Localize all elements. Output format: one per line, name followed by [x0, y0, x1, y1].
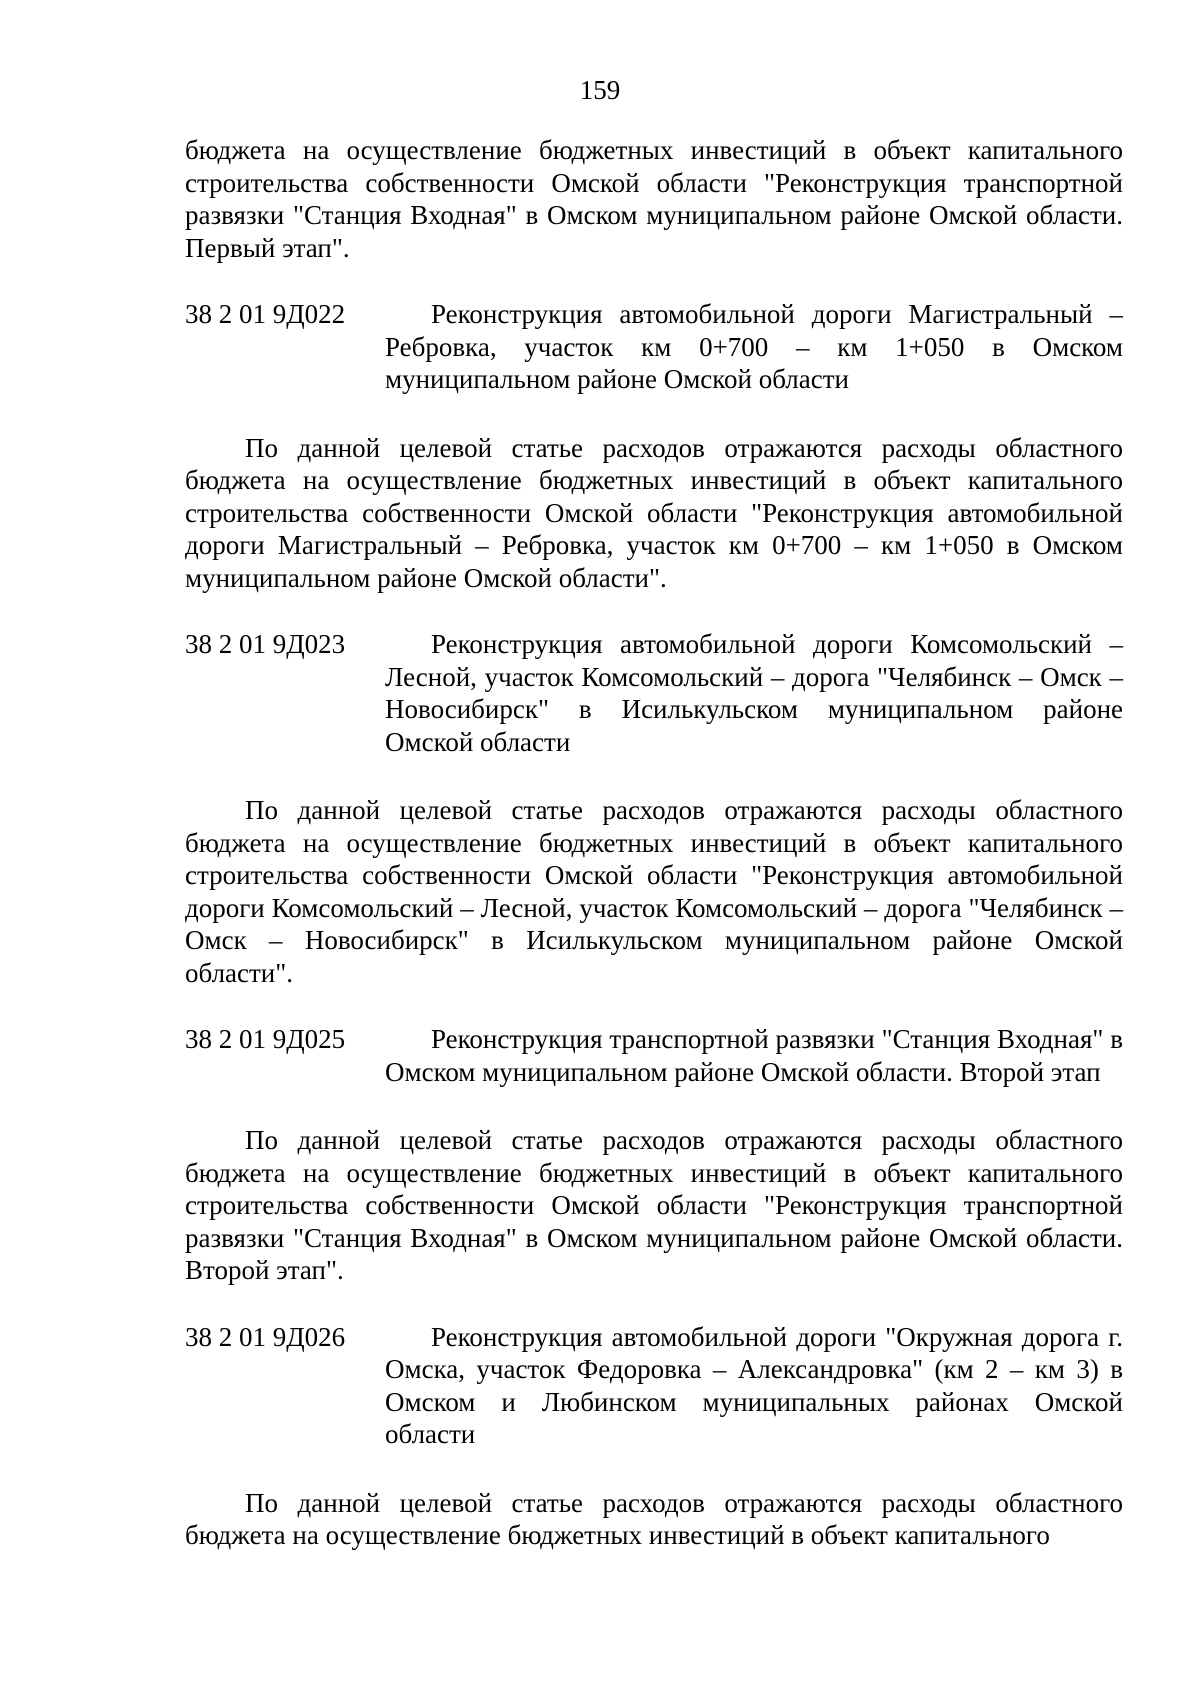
document-body: [185, 134, 1123, 1552]
entry-title: Реконструкция автомобильной дороги "Окружная дорога г. Омска, участок Федоровка – Александровка" (км 2 – км 3) в Омском и Любинском муниципальных районах Омской области: [385, 1321, 1123, 1449]
budget-entry-9d026: [185, 1321, 1123, 1451]
budget-entry-9d023: [185, 628, 1123, 758]
entry-description-9d022: По данной целевой статье расходов отражаются расходы областного бюджета на осуществление бюджетных инвестиций в объект капитального строительства собственности Омской области "Реконструкция автомобильной дороги Магистральный – Ребровка, участок км 0+700 – км 1+050 в Омском муниципальном районе Омской области".: [185, 432, 1123, 593]
entry-title: Реконструкция автомобильной дороги Комсомольский – Лесной, участок Комсомольский – дорога "Челябинск – Омск – Новосибирск" в Исилькульском муниципальном районе Омской области: [385, 629, 1123, 757]
entry-code: 38 2 01 9Д023: [185, 629, 346, 659]
entry-description-9d023: По данной целевой статье расходов отражаются расходы областного бюджета на осуществление бюджетных инвестиций в объект капитального строительства собственности Омской области "Реконструкция автомобильной дороги Комсомольский – Лесной, участок Комсомольский – дорога "Челябинск – Омск – Новосибирск" в Исилькульском муниципальном районе Омской области".: [185, 795, 1123, 988]
entry-description-9d025: По данной целевой статье расходов отражаются расходы областного бюджета на осуществление бюджетных инвестиций в объект капитального строительства собственности Омской области "Реконструкция транспортной развязки "Станция Входная" в Омском муниципальном районе Омской области. Второй этап".: [185, 1125, 1123, 1285]
continuation-paragraph: бюджета на осуществление бюджетных инвестиций в объект капитального строительства собственности Омской области "Реконструкция транспортной развязки "Станция Входная" в Омском муниципальном районе Омской области. Первый этап".: [185, 135, 1123, 263]
entry-code: 38 2 01 9Д025: [185, 1024, 346, 1054]
budget-entry-9d025: [185, 1023, 1123, 1088]
entry-title: Реконструкция транспортной развязки "Станция Входная" в Омском муниципальном районе Омской области. Второй этап: [385, 1024, 1123, 1087]
page-number: 159: [579, 75, 621, 105]
entry-code: 38 2 01 9Д022: [185, 299, 346, 329]
budget-entry-9d022: [185, 298, 1123, 396]
entry-description-9d026: По данной целевой статье расходов отражаются расходы областного бюджета на осуществление бюджетных инвестиций в объект капитального: [185, 1487, 1123, 1550]
entry-title: Реконструкция автомобильной дороги Магистральный – Ребровка, участок км 0+700 – км 1+050 в Омском муниципальном районе Омской области: [385, 299, 1123, 394]
entry-code: 38 2 01 9Д026: [185, 1321, 346, 1352]
